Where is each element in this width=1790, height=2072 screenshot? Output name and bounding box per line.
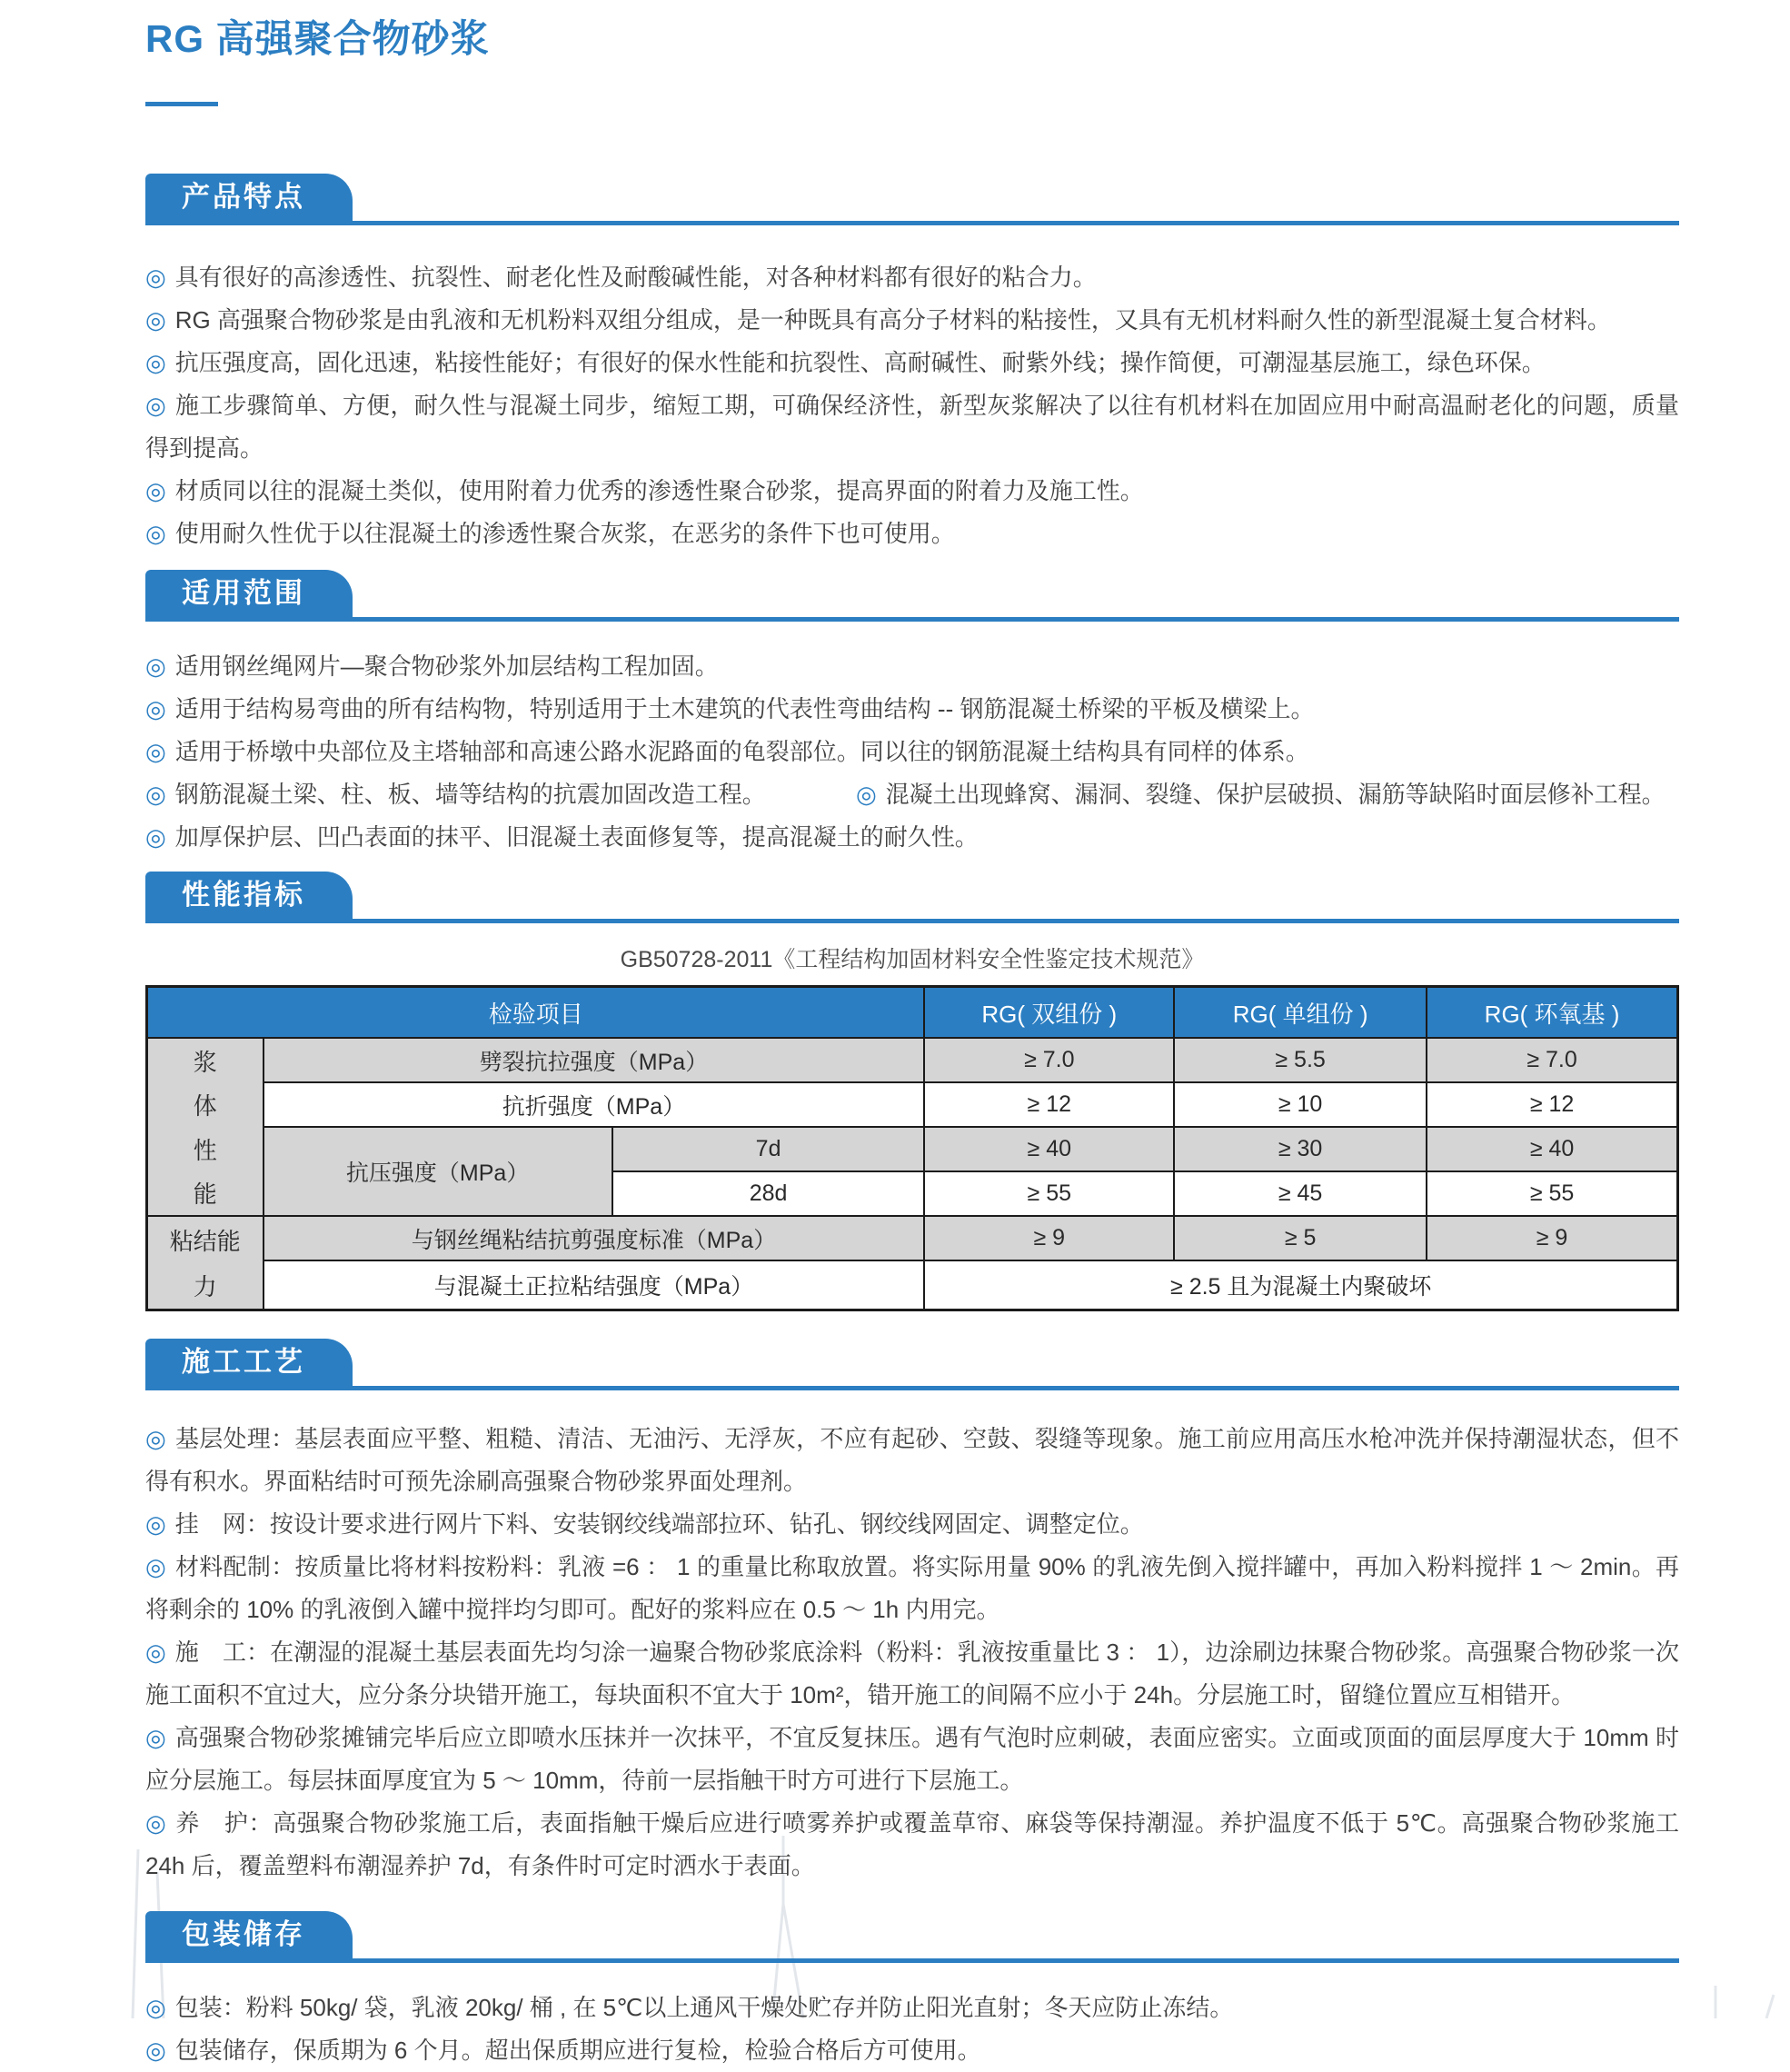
- bullet-text: 基层处理：基层表面应平整、粗糙、清洁、无油污、无浮灰，不应有起砂、空鼓、裂缝等现象。施工前应用高压水枪冲洗并保持潮湿状态，但不得有积水。界面粘结时可预先涂刷高强聚合物砂浆界面处理剂。: [145, 1425, 1679, 1495]
- bullet-icon: ◎: [145, 1510, 166, 1538]
- section-performance: [145, 872, 1679, 1311]
- table-row: [147, 1082, 1678, 1127]
- bullet-text: 材质同以往的混凝土类似，使用附着力优秀的渗透性聚合砂浆，提高界面的附着力及施工性。: [174, 477, 1144, 504]
- section-heading-badge: 施工工艺: [145, 1339, 353, 1386]
- page-title: RG 高强聚合物砂浆: [145, 17, 490, 60]
- section-rule: [145, 617, 1679, 622]
- group-char: 粘结能: [169, 1227, 241, 1255]
- bullet-text: 高强聚合物砂浆摊铺完毕后应立即喷水压抹并一次抹平，不宜反复抹压。遇有气泡时应刺破，表面应密实。立面或顶面的面层厚度大于 10mm 时应分层施工。每层抹面厚度宜为 5 ～ 10mm，待前一层指触干时方可进行下层施工。: [145, 1724, 1679, 1794]
- row-label: 劈裂抗拉强度（MPa）: [264, 1038, 925, 1082]
- group-char: 性: [193, 1136, 217, 1164]
- row-label: 与钢丝绳粘结抗剪强度标准（MPa）: [264, 1216, 925, 1260]
- section-header: [145, 174, 1679, 225]
- bullet-text: 钢筋混凝土梁、柱、板、墙等结构的抗震加固改造工程。: [174, 781, 766, 808]
- section-header: [145, 570, 1679, 622]
- bullet-text: 挂 网：按设计要求进行网片下料、安装钢绞线端部拉环、钻孔、钢绞线网固定、调整定位。: [174, 1510, 1144, 1538]
- bullet-line: [145, 1802, 1679, 1888]
- group-cell-slurry: [147, 1038, 264, 1216]
- bullet-text: 混凝土出现蜂窝、漏洞、裂缝、保护层破损、漏筋等缺陷时面层修补工程。: [885, 781, 1666, 808]
- section-rule: [145, 919, 1679, 923]
- bullet-line: [145, 1631, 1679, 1717]
- bullet-line: [145, 513, 1679, 555]
- section-heading-badge: 产品特点: [145, 174, 353, 221]
- bullet-icon: ◎: [145, 520, 166, 547]
- section-header: [145, 1339, 1679, 1390]
- cell-value: ≥ 5.5: [1174, 1038, 1427, 1082]
- bullet-line: [145, 1418, 1679, 1503]
- bullet-line: [145, 645, 1679, 688]
- cell-value: ≥ 55: [1427, 1171, 1677, 1216]
- bullet-text: 适用于桥墩中央部位及主塔轴部和高速公路水泥路面的龟裂部位。同以往的钢筋混凝土结构具有同样的体系。: [174, 738, 1309, 765]
- group-char: 力: [193, 1273, 217, 1301]
- col-header-item: 检验项目: [147, 987, 925, 1039]
- bullet-line: [145, 731, 1679, 773]
- bullet-icon: ◎: [145, 1994, 166, 2021]
- row-label: 抗折强度（MPa）: [264, 1082, 925, 1127]
- cell-value: ≥ 55: [924, 1171, 1174, 1216]
- bullet-line: [145, 299, 1679, 342]
- group-char: 能: [193, 1180, 217, 1209]
- bullet-icon: ◎: [145, 1809, 167, 1837]
- cell-value: ≥ 9: [924, 1216, 1174, 1260]
- bullet-icon: ◎: [145, 477, 166, 504]
- section-rule: [145, 1386, 1679, 1390]
- title-underline: [145, 102, 218, 106]
- bullet-line: [145, 2029, 1679, 2072]
- bullet-icon: ◎: [145, 738, 166, 765]
- cell-value: ≥ 7.0: [1427, 1038, 1677, 1082]
- bullet-line: [145, 1503, 1679, 1546]
- bullet-icon: ◎: [145, 1425, 166, 1452]
- bullet-icon: ◎: [145, 1553, 166, 1580]
- bullet-text: 具有很好的高渗透性、抗裂性、耐老化性及耐酸碱性能，对各种材料都有很好的粘合力。: [174, 264, 1097, 291]
- section-header: [145, 1911, 1679, 1963]
- table-row: [147, 1038, 1678, 1082]
- section-header: [145, 872, 1679, 923]
- bullet-icon: ◎: [145, 652, 166, 680]
- cell-value: ≥ 40: [1427, 1127, 1677, 1171]
- cell-value: ≥ 5: [1174, 1216, 1427, 1260]
- scope-list: [145, 645, 1679, 859]
- bullet-text: 施 工：在潮湿的混凝土基层表面先均匀涂一遍聚合物砂浆底涂料（粉料：乳液按重量比 3 ： 1），边涂刷边抹聚合物砂浆。高强聚合物砂浆一次施工面积不宜过大，应分条分块错开施工，每块面积不宜大于 10m²，错开施工的间隔不应小于 24h。分层施工时，留缝位置应互相错开。: [145, 1639, 1680, 1708]
- section-features: [145, 174, 1679, 555]
- bullet-icon: ◎: [145, 392, 166, 419]
- bullet-text: RG 高强聚合物砂浆是由乳液和无机粉料双组分组成，是一种既具有高分子材料的粘接性，又具有无机材料耐久性的新型混凝土复合材料。: [174, 306, 1611, 334]
- bullet-icon: ◎: [145, 1639, 166, 1666]
- bullet-text: 养 护：高强聚合物砂浆施工后，表面指触干燥后应进行喷雾养护或覆盖草帘、麻袋等保持潮湿。养护温度不低于 5℃。高强聚合物砂浆施工 24h 后，覆盖塑料布潮湿养护 7d，有条件时可定时洒水于表面。: [145, 1809, 1680, 1879]
- bullet-text: 使用耐久性优于以往混凝土的渗透性聚合灰浆，在恶劣的条件下也可使用。: [174, 520, 955, 547]
- section-rule: [145, 1958, 1679, 1963]
- section-heading-badge: 性能指标: [145, 872, 353, 919]
- bullet-icon: ◎: [145, 695, 166, 722]
- group-cell-bonding: [147, 1216, 264, 1310]
- bullet-text: 加厚保护层、凹凸表面的抹平、旧混凝土表面修复等，提高混凝土的耐久性。: [174, 823, 979, 851]
- col-header-rg-single: RG( 单组份 ): [1174, 987, 1427, 1039]
- cell-value: ≥ 9: [1427, 1216, 1677, 1260]
- cell-value: ≥ 12: [924, 1082, 1174, 1127]
- bullet-icon: ◎: [145, 1724, 166, 1751]
- section-heading-badge: 适用范围: [145, 570, 353, 617]
- cell-value: ≥ 12: [1427, 1082, 1677, 1127]
- process-list: [145, 1418, 1679, 1888]
- bullet-line: [145, 816, 1679, 859]
- bullet-icon: ◎: [145, 264, 166, 291]
- bullet-line: [145, 688, 1679, 731]
- row-label: 28d: [612, 1171, 925, 1216]
- bullet-icon: ◎: [145, 2037, 166, 2064]
- section-process: [145, 1339, 1679, 1888]
- section-packaging: [145, 1911, 1679, 2072]
- cell-value: ≥ 30: [1174, 1127, 1427, 1171]
- bullet-line: [145, 470, 1679, 513]
- bullet-icon: ◎: [145, 349, 166, 376]
- page: [145, 0, 1679, 2072]
- col-header-rg-dual: RG( 双组份 ): [924, 987, 1174, 1039]
- col-header-rg-epoxy: RG( 环氧基 ): [1427, 987, 1677, 1039]
- bullet-icon: ◎: [145, 823, 166, 851]
- bullet-text: 施工步骤简单、方便，耐久性与混凝土同步，缩短工期，可确保经济性，新型灰浆解决了以往有机材料在加固应用中耐高温耐老化的问题，质量得到提高。: [145, 392, 1679, 462]
- row-label: 7d: [612, 1127, 925, 1171]
- cell-value: ≥ 45: [1174, 1171, 1427, 1216]
- bullet-line-dual: [145, 773, 1679, 816]
- table-row: [147, 1127, 1678, 1171]
- table-caption: GB50728-2011《工程结构加固材料安全性鉴定技术规范》: [620, 947, 1205, 972]
- bullet-line: [145, 342, 1679, 384]
- cell-value: ≥ 7.0: [924, 1038, 1174, 1082]
- section-heading-badge: 包装储存: [145, 1911, 353, 1958]
- section-scope: [145, 570, 1679, 859]
- bullet-line: [145, 384, 1679, 470]
- section-rule: [145, 221, 1679, 225]
- group-char: 浆: [193, 1048, 217, 1076]
- cell-value-merged: ≥ 2.5 且为混凝土内聚破坏: [924, 1260, 1677, 1310]
- bullet-text: 抗压强度高，固化迅速，粘接性能好；有很好的保水性能和抗裂性、高耐碱性、耐紫外线；操作简便，可潮湿基层施工，绿色环保。: [174, 349, 1546, 376]
- table-row: [147, 1260, 1678, 1310]
- bullet-text: 包装储存，保质期为 6 个月。超出保质期应进行复检，检验合格后方可使用。: [174, 2037, 981, 2064]
- dual-right: [856, 781, 1666, 808]
- bullet-icon: ◎: [855, 781, 877, 808]
- bullet-text: 适用钢丝绳网片—聚合物砂浆外加层结构工程加固。: [174, 652, 719, 680]
- packaging-list: [145, 1987, 1679, 2072]
- group-char: 体: [193, 1092, 217, 1121]
- cell-value: ≥ 40: [924, 1127, 1174, 1171]
- bullet-line: [145, 1717, 1679, 1802]
- performance-table: [145, 985, 1679, 1311]
- bullet-icon: ◎: [145, 306, 166, 334]
- table-row: [147, 1216, 1678, 1260]
- bullet-line: [145, 256, 1679, 299]
- bullet-line: [145, 1546, 1679, 1631]
- row-label: 与混凝土正拉粘结强度（MPa）: [264, 1260, 925, 1310]
- dual-left: [145, 781, 766, 808]
- bullet-line: [145, 1987, 1679, 2029]
- features-list: [145, 256, 1679, 555]
- bullet-icon: ◎: [145, 781, 166, 808]
- bullet-text: 适用于结构易弯曲的所有结构物，特别适用于土木建筑的代表性弯曲结构 -- 钢筋混凝土桥梁的平板及横梁上。: [174, 695, 1315, 722]
- row-label-compressive: 抗压强度（MPa）: [264, 1127, 612, 1216]
- table-header-row: [147, 987, 1678, 1039]
- bullet-text: 包装：粉料 50kg/ 袋，乳液 20kg/ 桶 , 在 5℃以上通风干燥处贮存并防止阳光直射；冬天应防止冻结。: [174, 1994, 1234, 2021]
- bullet-text: 材料配制：按质量比将材料按粉料：乳液 =6 ： 1 的重量比称取放置。将实际用量 90% 的乳液先倒入搅拌罐中，再加入粉料搅拌 1 ～ 2min。再将剩余的 10% 的乳液倒入罐中搅拌均匀即可。配好的浆料应在 0.5 ～ 1h 内用完。: [145, 1553, 1679, 1623]
- cell-value: ≥ 10: [1174, 1082, 1427, 1127]
